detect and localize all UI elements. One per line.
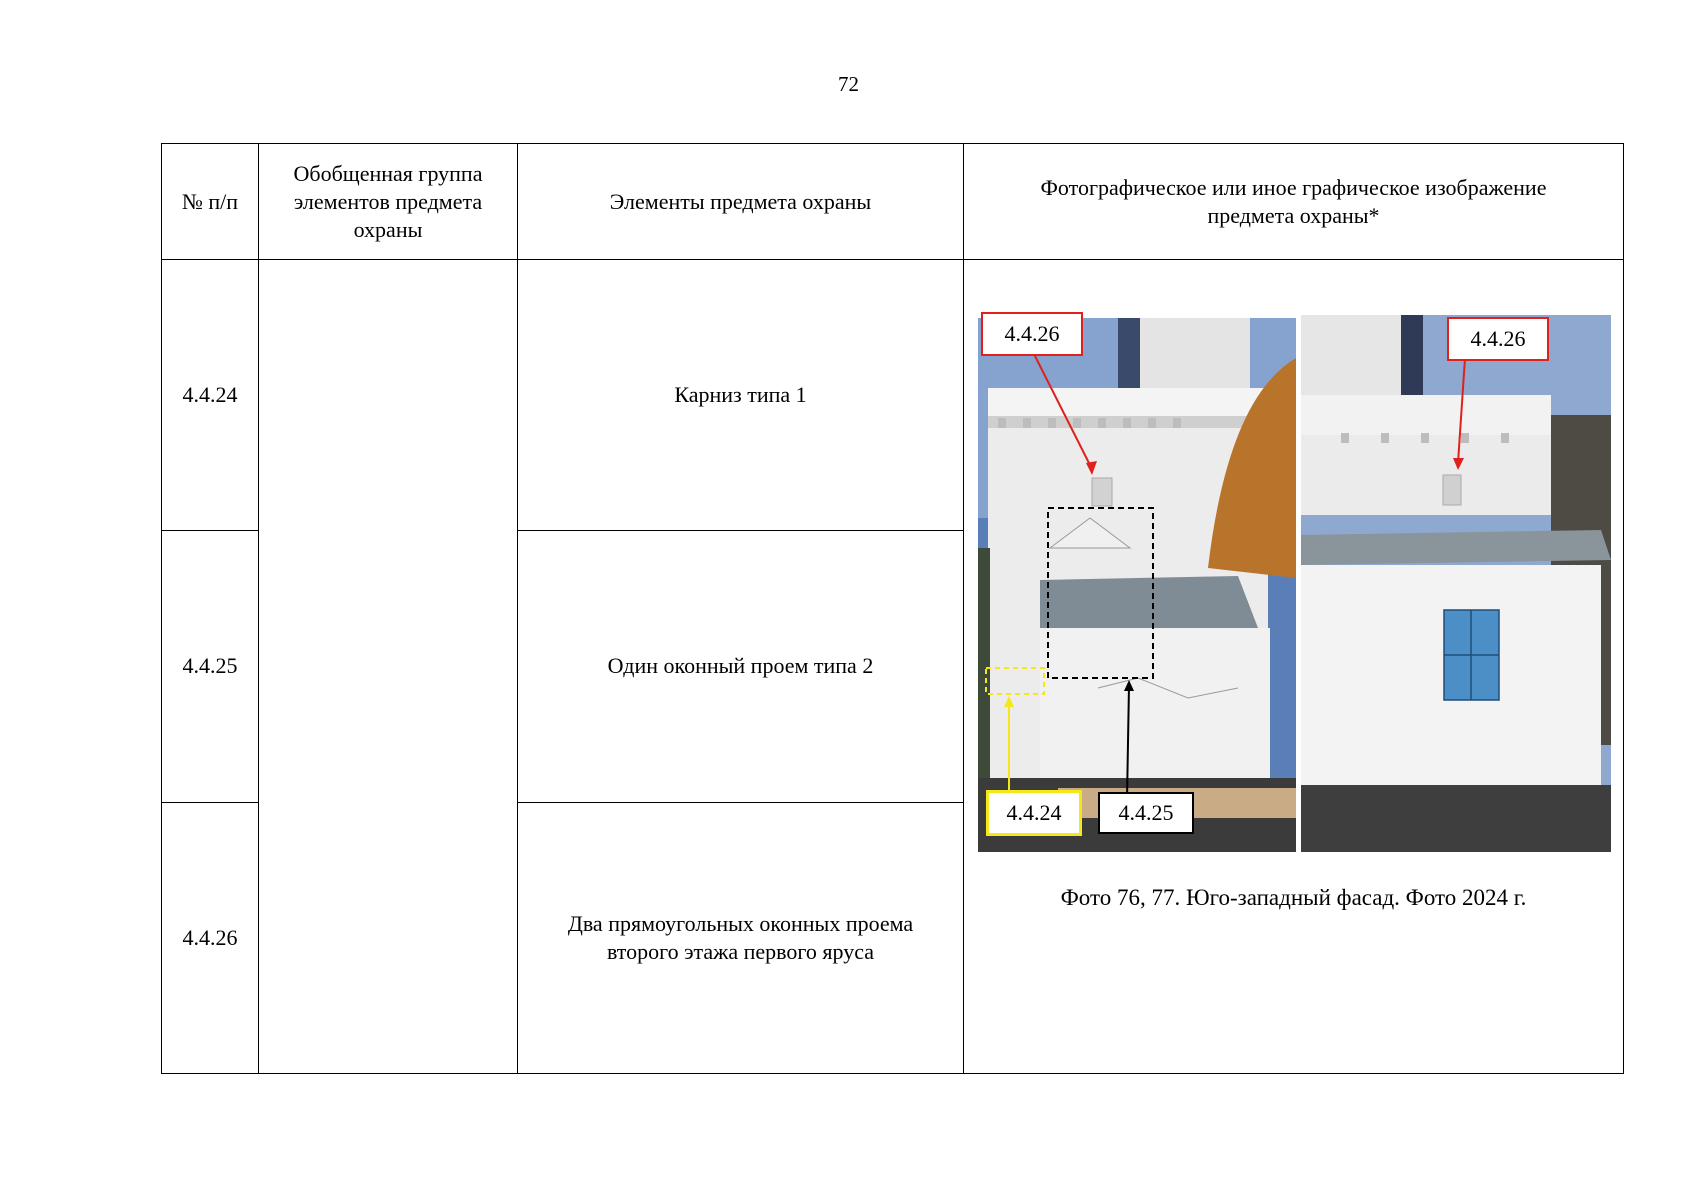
group-cell <box>259 260 518 1074</box>
label-4-4-24: 4.4.24 <box>986 790 1082 836</box>
page-number: 72 <box>838 72 859 96</box>
row-element: Карниз типа 1 <box>518 260 964 531</box>
row-num: 4.4.26 <box>162 802 259 1073</box>
row-num: 4.4.24 <box>162 260 259 531</box>
red-arrow-left <box>1034 354 1092 469</box>
header-elements: Элементы предмета охраны <box>518 144 964 260</box>
label-4-4-26-right: 4.4.26 <box>1447 317 1549 361</box>
table-row <box>162 260 1624 531</box>
table-header-row <box>162 144 1624 260</box>
annotation-overlay <box>964 260 1624 1073</box>
label-4-4-26-left: 4.4.26 <box>981 312 1083 356</box>
protection-table <box>161 143 1624 1074</box>
photo-caption: Фото 76, 77. Юго-западный фасад. Фото 2024 г. <box>1060 885 1527 910</box>
row-element: Один оконный проем типа 2 <box>518 531 964 802</box>
header-image: Фотографическое или иное графическое изображение предмета охраны* <box>964 144 1624 260</box>
photo-cell <box>964 260 1624 1074</box>
row-num: 4.4.25 <box>162 531 259 802</box>
header-group: Обобщенная группа элементов предмета охраны <box>259 144 518 260</box>
yellow-dashed-region <box>986 668 1044 694</box>
black-dashed-region <box>1048 508 1153 678</box>
row-element: Два прямоугольных оконных проема второго этажа первого яруса <box>518 802 964 1073</box>
red-arrow-right <box>1458 358 1465 463</box>
label-4-4-25: 4.4.25 <box>1098 792 1194 834</box>
header-num: № п/п <box>162 144 259 260</box>
